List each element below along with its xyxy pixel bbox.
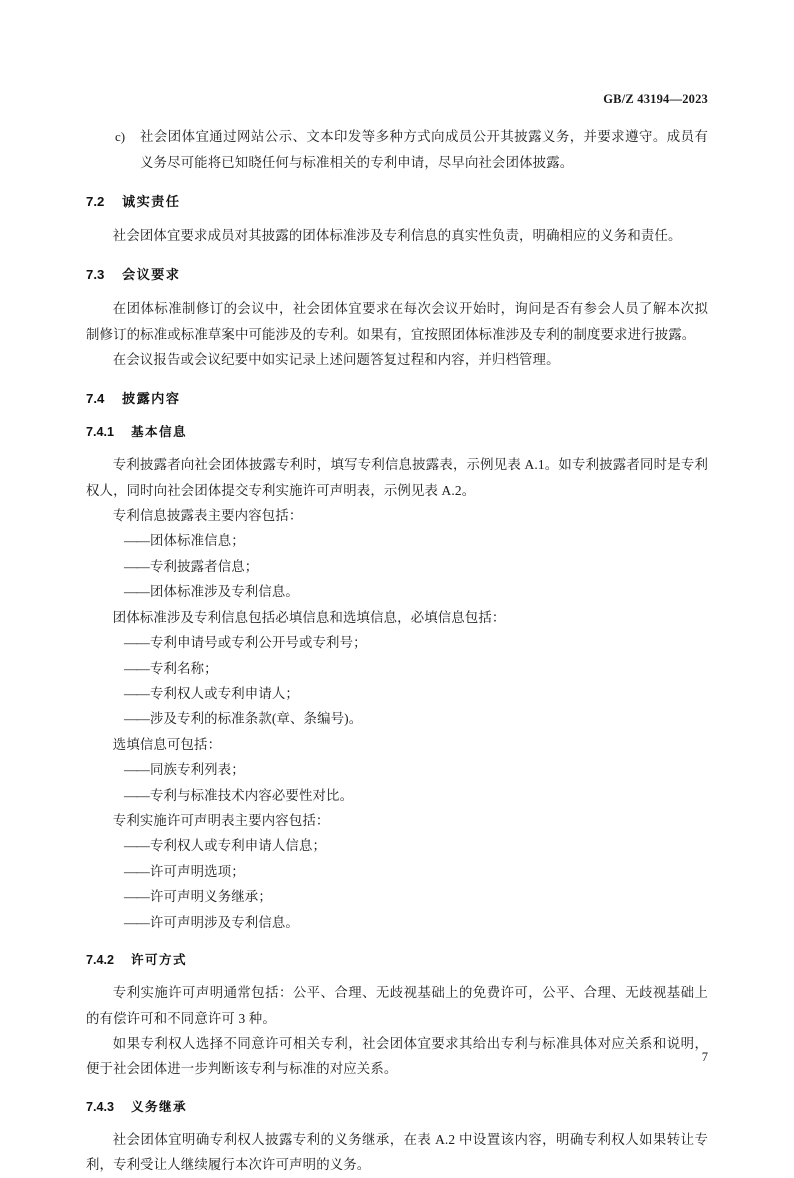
heading-7-4-number: 7.4: [86, 391, 105, 407]
list-item-label: 专利披露者信息；: [150, 558, 259, 574]
list-item-label: 涉及专利的标准条款(章、条编号)。: [150, 711, 363, 727]
leadin-optional-information: 选填信息可包括：: [112, 736, 222, 752]
list-item-label: 专利申请号或专利公开号或专利号；: [150, 635, 367, 651]
list-item: [86, 783, 708, 808]
list-item-label: 许可声明义务继承；: [150, 889, 272, 905]
dash-bullet: ——: [124, 762, 149, 778]
heading-7-4-3-title: 义务继承: [131, 1099, 187, 1114]
paragraph-7-3-2: 在会议报告或会议纪要中如实记录上述问题答复过程和内容，并归档管理。: [112, 351, 560, 367]
list-item-label: 专利权人或专利申请人信息；: [150, 838, 327, 854]
list-item-label: 专利名称；: [150, 660, 218, 676]
list-item: [86, 833, 708, 858]
dash-bullet: ——: [124, 533, 149, 549]
list-item-label: 许可声明涉及专利信息。: [150, 914, 299, 930]
dash-bullet: ——: [124, 635, 149, 651]
heading-7-4-3-number: 7.4.3: [86, 1099, 115, 1114]
dash-bullet: ——: [124, 787, 149, 803]
paragraph-7-2-1: 社会团体宜要求成员对其披露的团体标准涉及专利信息的真实性负责，明确相应的义务和责任。: [112, 227, 682, 243]
list-item: [86, 859, 708, 884]
list-item: [86, 528, 708, 553]
heading-7-4-1-number: 7.4.1: [86, 425, 115, 440]
heading-7-3: [86, 267, 708, 283]
dash-list-4: [86, 833, 708, 935]
list-item-label: 专利权人或专利申请人；: [150, 685, 299, 701]
dash-bullet: ——: [124, 914, 149, 930]
heading-7-4-2-number: 7.4.2: [86, 952, 115, 967]
heading-7-4-1: [86, 425, 708, 440]
list-item: [86, 656, 708, 681]
heading-7-4-1-title: 基本信息: [131, 425, 187, 440]
list-item: [86, 554, 708, 579]
heading-7-3-title: 会议要求: [122, 267, 181, 283]
dash-list-1: [86, 528, 708, 604]
dash-bullet: ——: [124, 711, 149, 727]
leadin-patent-disclosure-form: 专利信息披露表主要内容包括：: [112, 508, 303, 524]
dash-list-2: [86, 630, 708, 732]
dash-bullet: ——: [124, 863, 149, 879]
heading-7-2-title: 诚实责任: [122, 194, 181, 209]
list-item: [86, 910, 708, 935]
dash-bullet: ——: [124, 584, 149, 600]
list-item: [86, 884, 708, 909]
list-item-label: 团体标准信息；: [150, 533, 245, 549]
list-item-c-marker: c): [115, 129, 126, 144]
heading-7-4-title: 披露内容: [122, 391, 181, 407]
list-item-c-text: 社会团体宜通过网站公示、文本印发等多种方式向成员公开其披露义务，并要求遵守。成员有义务尽可能将已知晓任何与标准相关的专利申请，尽早向社会团体披露。: [140, 129, 708, 170]
list-item-label: 同族专利列表；: [150, 762, 245, 778]
dash-bullet: ——: [124, 838, 149, 854]
paragraph-7-4-2-2: 如果专利权人选择不同意许可相关专利，社会团体宜要求其给出专利与标准具体对应关系和说明，便于社会团体进一步判断该专利与标准的对应关系。: [86, 1035, 708, 1077]
heading-7-4-2-title: 许可方式: [131, 952, 187, 967]
heading-7-4-3: [86, 1100, 708, 1115]
heading-7-4: [86, 391, 708, 407]
list-item-label: 许可声明选项；: [150, 863, 245, 879]
dash-bullet: ——: [124, 558, 149, 574]
paragraph-7-4-1-1: 专利披露者向社会团体披露专利时，填写专利信息披露表，示例见表 A.1。如专利披露者同时是专利权人，同时向社会团体提交专利实施许可声明表，示例见表 A.2。: [86, 457, 708, 498]
list-item: [86, 681, 708, 706]
paragraph-7-3-1: 在团体标准制修订的会议中，社会团体宜要求在每次会议开始时，询问是否有参会人员了解本次拟制修订的标准或标准草案中可能涉及的专利。如果有，宜按照团体标准涉及专利的制度要求进行披露。: [86, 301, 708, 342]
list-item: [86, 630, 708, 655]
page-content: [86, 124, 708, 1178]
list-item: [86, 757, 708, 782]
list-item-label: 专利与标准技术内容必要性对比。: [150, 787, 354, 803]
leadin-license-statement-form: 专利实施许可声明表主要内容包括：: [112, 812, 330, 828]
paragraph-7-4-3-1: 社会团体宜明确专利权人披露专利的义务继承，在表 A.2 中设置该内容，明确专利权人如果转让专利，专利受让人继续履行本次许可声明的义务。: [86, 1131, 708, 1173]
list-item: [86, 579, 708, 604]
page-number: 7: [701, 1050, 708, 1064]
leadin-required-information: 团体标准涉及专利信息包括必填信息和选填信息，必填信息包括：: [112, 609, 506, 625]
heading-7-3-number: 7.3: [86, 267, 105, 283]
heading-7-2-number: 7.2: [86, 194, 105, 209]
list-item-c: [86, 124, 708, 175]
running-head-standard-number: GB/Z 43194—2023: [603, 92, 708, 106]
heading-7-4-2: [86, 953, 708, 968]
dash-bullet: ——: [124, 660, 149, 676]
list-item: [86, 706, 708, 731]
dash-bullet: ——: [124, 889, 149, 905]
heading-7-2: [86, 194, 708, 210]
dash-bullet: ——: [124, 685, 149, 701]
dash-list-3: [86, 757, 708, 808]
paragraph-7-4-2-1: 专利实施许可声明通常包括：公平、合理、无歧视基础上的免费许可，公平、合理、无歧视基础上的有偿许可和不同意许可 3 种。: [86, 985, 708, 1026]
list-item-label: 团体标准涉及专利信息。: [150, 584, 299, 600]
